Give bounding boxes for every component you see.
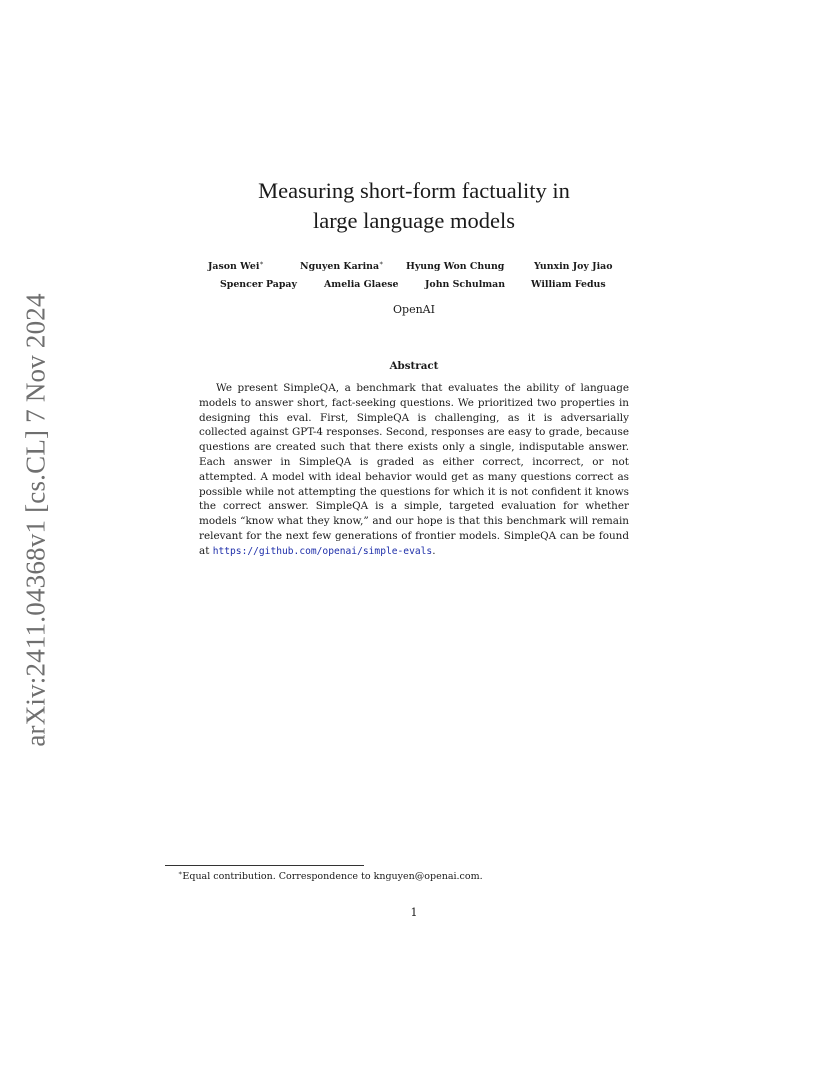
author-name: Spencer Papay: [220, 279, 297, 290]
paper-title: [0, 176, 828, 236]
abstract-body-text: We present SimpleQA, a benchmark that evaluates the ability of language models to answer short, fact-seeking questions. We prioritized two properties in designing this eval. First, SimpleQA is challenging, as it is adversarially collected against GPT-4 responses. Second, responses are easy to grade, because questions are created such that there exists only a single, indisputable answer. Each answer in SimpleQA is graded as either correct, incorrect, or not attempted. A model with ideal behavior would get as many questions correct as possible while not attempting the questions for which it is not confident it knows the correct answer. SimpleQA is a simple, targeted evaluation for whether models “know what they know,” and our hope is that this benchmark will remain relevant for the next few generations of frontier models. SimpleQA can be found at: [199, 382, 629, 557]
github-link[interactable]: https://github.com/openai/simple-evals: [212, 545, 433, 557]
abstract-end-punctuation: .: [432, 544, 436, 557]
author-name: Nguyen Karina∗: [300, 259, 384, 272]
title-line-1: Measuring short-form factuality in: [258, 178, 570, 203]
author-name: William Fedus: [531, 279, 606, 290]
footnote: [178, 869, 483, 882]
author-row-2: [0, 277, 828, 291]
author-name: Amelia Glaese: [324, 279, 399, 290]
author-name: Jason Wei∗: [208, 259, 264, 272]
page-number: 1: [410, 906, 418, 919]
author-name: Hyung Won Chung: [406, 261, 505, 272]
abstract-text: [199, 381, 629, 560]
footnote-mark: ∗: [178, 869, 183, 877]
affiliation: OpenAI: [393, 303, 435, 316]
title-line-2: large language models: [312, 208, 516, 233]
author-name: John Schulman: [425, 279, 506, 290]
footnote-divider: [165, 865, 364, 866]
arxiv-identifier-stamp: arXiv:2411.04368v1 [cs.CL] 7 Nov 2024: [20, 293, 51, 747]
author-row-1: [0, 259, 828, 273]
abstract-heading: Abstract: [389, 360, 439, 372]
author-name: Yunxin Joy Jiao: [534, 261, 613, 272]
footnote-text: Equal contribution. Correspondence to kn​guyen@openai.com.: [182, 871, 483, 882]
